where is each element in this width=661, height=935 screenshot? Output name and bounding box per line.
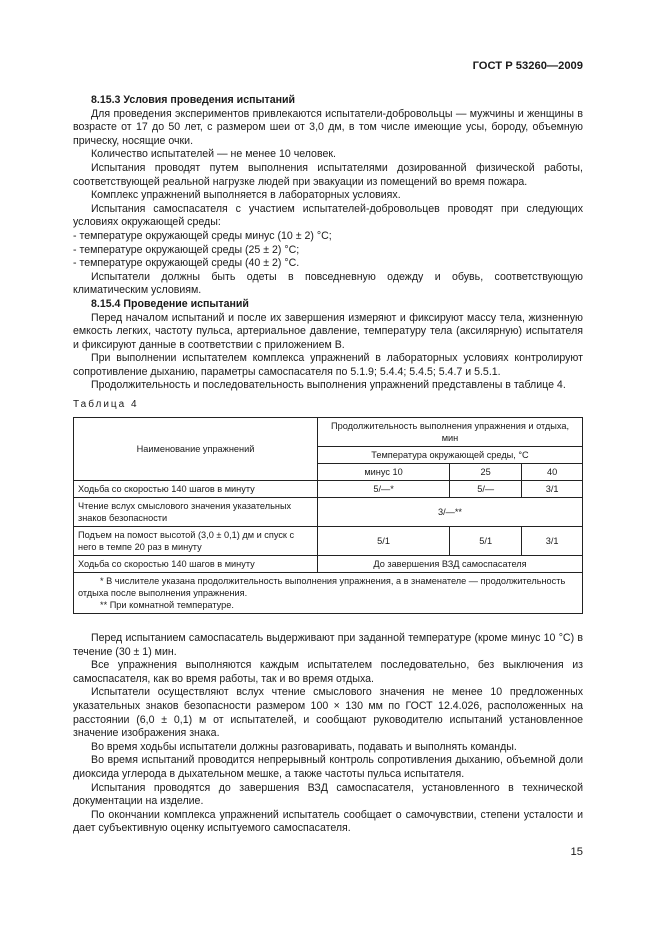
- footnote: ** При комнатной температуре.: [100, 600, 234, 610]
- paragraph: Комплекс упражнений выполняется в лабораторных условиях.: [91, 189, 401, 202]
- paragraph: Во время испытаний проводится непрерывный контроль сопротивления дыханию, объемной доли диоксида углерода в дыхательном мешке, а также частоты пульса испытателя.: [73, 754, 583, 780]
- section-conditions: [73, 94, 583, 393]
- cell-value: 5/—*: [318, 481, 450, 498]
- footnote: * В числителе указана продолжительность выполнения упражнения, а в знаменателе — продолжительность отдыха после выполнения упражнения.: [78, 576, 566, 598]
- paragraph: При выполнении испытателем комплекса упражнений в лабораторных условиях контролируют сопротивление дыханию, параметры самоспасателя по 5.1.9; 5.4.4; 5.4.5; 5.4.7 и 5.5.1.: [73, 352, 583, 378]
- section-heading: 8.15.4 Проведение испытаний: [91, 297, 249, 310]
- cell-value: 3/1: [522, 527, 583, 556]
- col-header-duration: Продолжительность выполнения упражнения и отдыха, мин: [318, 418, 583, 447]
- exercise-name: Подъем на помост высотой (3,0 ± 0,1) дм и спуск с него в темпе 20 раз в минуту: [74, 527, 318, 556]
- paragraph: Перед началом испытаний и после их завершения измеряют и фиксируют массу тела, жизненную емкость легких, частоту пульса, артериальное давление, температуру тела (аксилярную) испытателя и фиксируют данные в соответствии с приложением В.: [73, 311, 583, 351]
- list-item: - температуре окружающей среды (25 ± 2) °С;: [73, 243, 300, 256]
- cell-value: 5/1: [450, 527, 522, 556]
- paragraph: Количество испытателей — не менее 10 человек.: [91, 148, 336, 161]
- table-row: [74, 527, 583, 556]
- paragraph: Испытатели должны быть одеты в повседневную одежду и обувь, соответствующую климатическим условиям.: [73, 270, 583, 297]
- temp-header: минус 10: [318, 464, 450, 481]
- col-header-temperature: Температура окружающей среды, °С: [318, 447, 583, 464]
- temp-header: 40: [522, 464, 583, 481]
- list-item: - температуре окружающей среды минус (10 ± 2) °С;: [73, 229, 332, 242]
- paragraph: Все упражнения выполняются каждым испытателем последовательно, без выключения из самоспасателя, как во время работы, так и во время отдыха.: [73, 659, 583, 685]
- table-row: [74, 498, 583, 527]
- table-row: [74, 481, 583, 498]
- exercise-name: Чтение вслух смыслового значения указательных знаков безопасности: [74, 498, 318, 527]
- paragraph: Во время ходьбы испытатели должны разговаривать, подавать и выполнять команды.: [91, 740, 517, 753]
- page-number: 15: [570, 846, 583, 858]
- paragraph: Испытания проводят путем выполнения испытателями дозированной физической работы, соответствующей реальной нагрузке людей при эвакуации из помещений во время пожара.: [73, 161, 583, 188]
- paragraph: Для проведения экспериментов привлекаются испытатели-добровольцы — мужчины и женщины в возрасте от 17 до 50 лет, с размером шеи от 3,0 дм, в том числе имеющие усы, бороду, объемную прическу, носящие очки.: [73, 107, 583, 147]
- cell-value-merged: 3/—**: [318, 498, 583, 527]
- table-row: [74, 556, 583, 573]
- col-header-name: Наименование упражнений: [74, 418, 318, 481]
- section-heading: 8.15.3 Условия проведения испытаний: [91, 94, 296, 106]
- cell-value-merged: До завершения ВЗД самоспасателя: [318, 556, 583, 573]
- standard-header: ГОСТ Р 53260—2009: [472, 60, 583, 72]
- temp-header: 25: [450, 464, 522, 481]
- cell-value: 5/1: [318, 527, 450, 556]
- table-footnotes: [74, 573, 583, 614]
- exercise-name: Ходьба со скоростью 140 шагов в минуту: [74, 481, 318, 498]
- cell-value: 3/1: [522, 481, 583, 498]
- table-caption: Таблица 4: [73, 399, 139, 410]
- exercise-name: Ходьба со скоростью 140 шагов в минуту: [74, 556, 318, 573]
- paragraph: Испытания проводятся до завершения ВЗД самоспасателя, установленного в технической документации на изделие.: [73, 781, 583, 808]
- paragraph: Перед испытанием самоспасатель выдерживают при заданной температуре (кроме минус 10 °С) в течение (30 ± 1) мин.: [73, 632, 583, 658]
- cell-value: 5/—: [450, 481, 522, 498]
- paragraph: Продолжительность и последовательность выполнения упражнений представлены в таблице 4.: [91, 379, 566, 392]
- section-procedure-continued: [73, 632, 583, 836]
- table-4: [73, 417, 583, 614]
- paragraph: Испытатели осуществляют вслух чтение смыслового значения не менее 10 предложенных указательных знаков безопасности размером 100 × 130 мм по ГОСТ 12.4.026, расположенных на расстоянии (6,0 ± 0,1) м от испытателей, и сообщают руководителю испытаний установленное значение изображения знака.: [73, 686, 583, 740]
- paragraph: По окончании комплекса упражнений испытатель сообщает о самочувствии, степени усталости и дает субъективную оценку испытуемого самоспасателя.: [73, 808, 583, 835]
- paragraph: Испытания самоспасателя с участием испытателей-добровольцев проводят при следующих условиях окружающей среды:: [73, 202, 583, 229]
- list-item: - температуре окружающей среды (40 ± 2) °С.: [73, 257, 300, 270]
